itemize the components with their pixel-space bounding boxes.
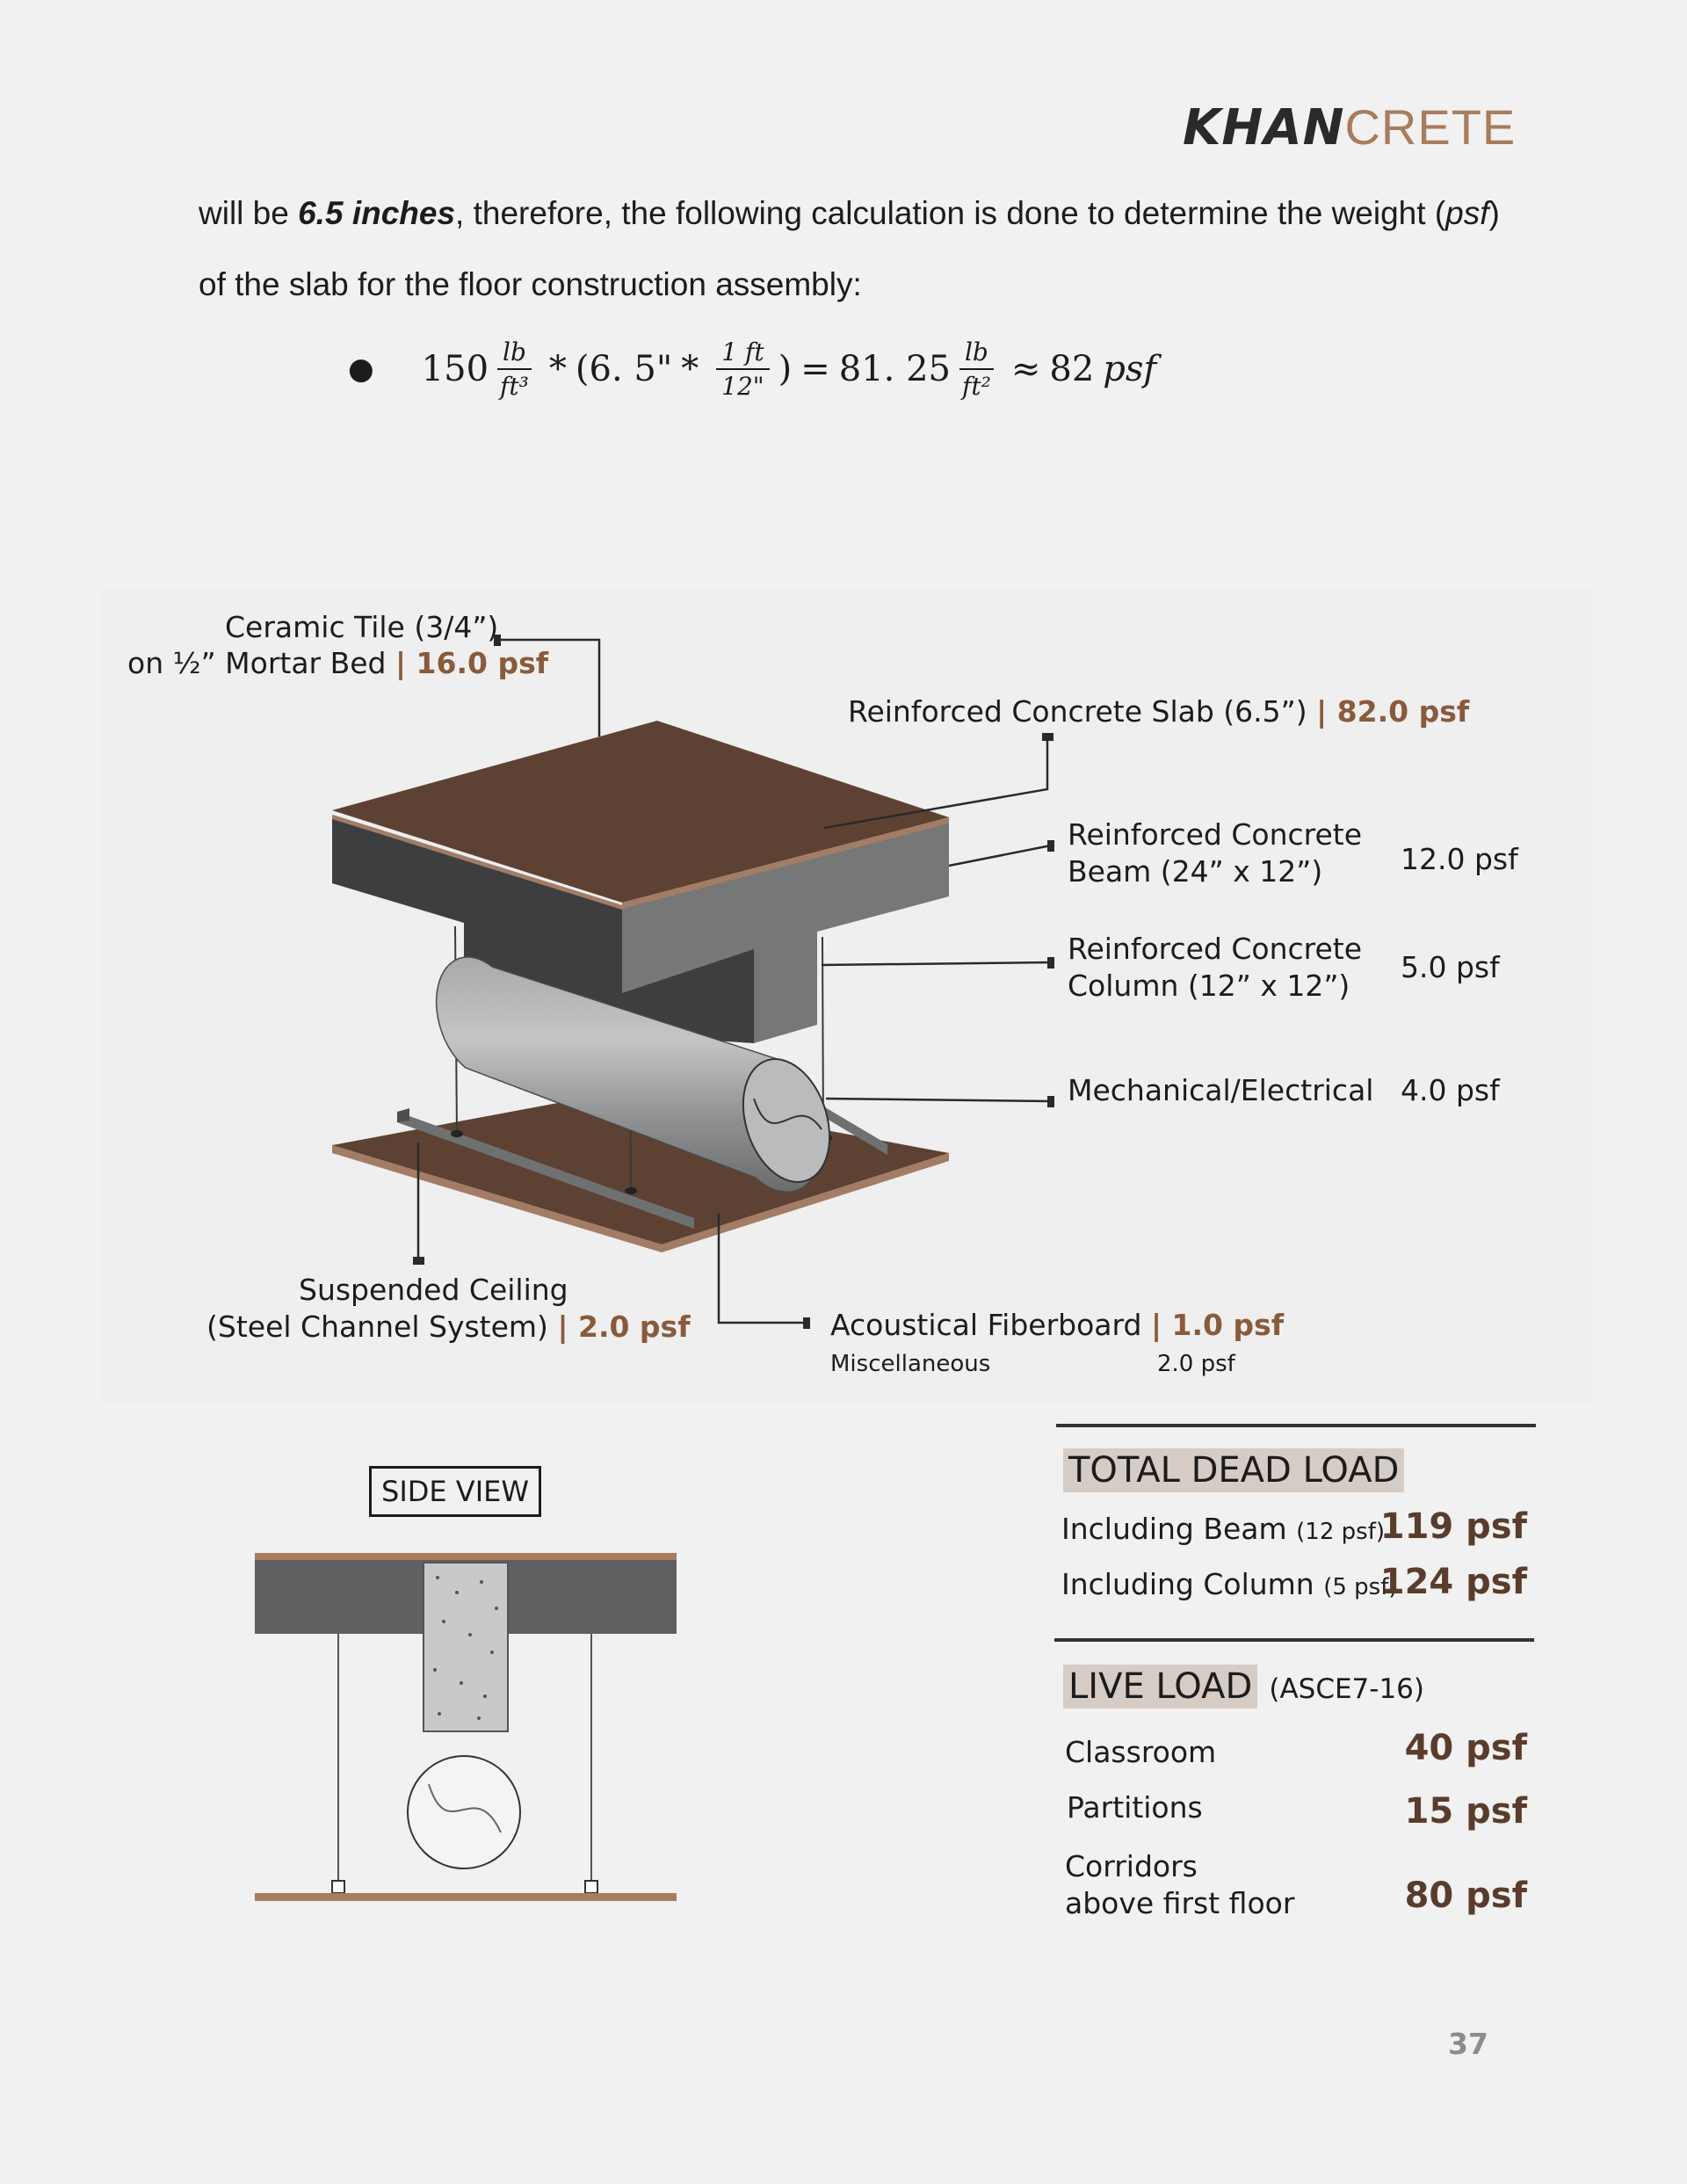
duct-section	[408, 1756, 520, 1868]
label-text: Acoustical Fiberboard	[830, 1308, 1142, 1342]
label-misc: Miscellaneous	[830, 1351, 991, 1377]
paragraph-line-2: of the slab for the floor construction assembly:	[199, 266, 862, 302]
eq-paren-close: )	[778, 349, 793, 389]
dead-load-beam-value: 119 psf	[1379, 1506, 1527, 1547]
row-label: Including Beam	[1061, 1512, 1287, 1546]
label-column-line2: Column (12” x 12”)	[1068, 969, 1350, 1003]
label-beam-line1: Reinforced Concrete	[1068, 817, 1363, 852]
live-load-classroom: Classroom	[1065, 1735, 1217, 1769]
live-load-corridors-line1: Corridors	[1065, 1849, 1198, 1883]
text-unit: psf	[1445, 195, 1489, 231]
label-slab	[848, 694, 1469, 729]
eq-op: *	[548, 349, 567, 389]
dead-load-title	[1063, 1450, 1404, 1491]
frac-den: ft²	[961, 372, 991, 401]
eq-equals: =	[800, 349, 830, 389]
row-note: (12 psf)	[1296, 1519, 1385, 1545]
label-ceiling-line1: Suspended Ceiling	[299, 1273, 568, 1307]
live-load-corridors-value: 80 psf	[1404, 1876, 1527, 1916]
eq-unit: psf	[1103, 349, 1157, 389]
side-view-drawing	[255, 1553, 677, 1901]
column-section	[424, 1563, 508, 1731]
eq-op: *	[681, 349, 699, 389]
logo-bold: KHAN	[1183, 99, 1345, 156]
live-load-partitions-value: 15 psf	[1404, 1791, 1527, 1832]
label-text: (Steel Channel System)	[206, 1310, 548, 1344]
logo-light: CRETE	[1344, 99, 1517, 155]
live-load-classroom-value: 40 psf	[1404, 1728, 1527, 1768]
label-mechanical-value: 4.0 psf	[1401, 1073, 1500, 1107]
eq-result: 81. 25	[838, 349, 951, 389]
label-ceramic-tile-line2	[127, 646, 548, 680]
frac-den: ft³	[500, 372, 529, 401]
frac-den: 12"	[721, 372, 764, 401]
label-column-line1: Reinforced Concrete	[1068, 932, 1363, 966]
label-beam-value: 12.0 psf	[1401, 842, 1518, 876]
label-value: | 1.0 psf	[1150, 1308, 1285, 1342]
page-number: 37	[1448, 2027, 1488, 2061]
eq-density: 150	[421, 349, 489, 389]
label-text: Reinforced Concrete Slab (6.5”)	[848, 694, 1307, 729]
label-misc-value: 2.0 psf	[1157, 1351, 1235, 1377]
text-segment: , therefore, the following calculation is done to determine the weight (	[455, 195, 1446, 231]
frac-num: lb	[959, 337, 994, 370]
dead-load-column-value: 124 psf	[1379, 1562, 1527, 1602]
row-note: (5 psf)	[1323, 1574, 1398, 1600]
live-load-title	[1063, 1666, 1424, 1707]
live-load-note: (ASCE7-16)	[1269, 1673, 1425, 1705]
dead-load-title-text: TOTAL DEAD LOAD	[1063, 1448, 1404, 1492]
label-value: | 2.0 psf	[557, 1310, 691, 1344]
side-view-label: SIDE VIEW	[369, 1466, 541, 1517]
eq-thickness: (6. 5"	[575, 349, 673, 389]
live-load-rule	[1054, 1638, 1534, 1642]
label-fiberboard	[830, 1308, 1284, 1342]
eq-approx: ≈	[1010, 349, 1041, 389]
frac-num: lb	[497, 337, 532, 370]
live-load-corridors-line2: above first floor	[1065, 1886, 1295, 1920]
dead-load-rule	[1056, 1424, 1536, 1427]
row-label: Including Column	[1061, 1567, 1314, 1601]
label-text: on ½” Mortar Bed	[127, 646, 387, 680]
label-value: | 82.0 psf	[1316, 694, 1470, 729]
label-ceramic-tile-line1: Ceramic Tile (3/4”)	[225, 610, 499, 644]
label-mechanical: Mechanical/Electrical	[1068, 1073, 1374, 1107]
label-value: | 16.0 psf	[395, 646, 549, 680]
text-segment: will be	[199, 195, 299, 231]
bullet-icon: ●	[348, 352, 374, 387]
label-ceiling-line2	[206, 1310, 691, 1344]
text-emphasis: 6.5 inches	[298, 195, 456, 231]
label-beam-line2: Beam (24” x 12”)	[1068, 854, 1323, 889]
frac-num: 1 ft	[716, 337, 769, 370]
eq-rounded: 82	[1049, 349, 1095, 389]
text-segment: )	[1488, 195, 1500, 231]
live-load-title-text: LIVE LOAD	[1063, 1665, 1257, 1709]
live-load-partitions: Partitions	[1067, 1790, 1203, 1825]
label-column-value: 5.0 psf	[1401, 950, 1500, 984]
